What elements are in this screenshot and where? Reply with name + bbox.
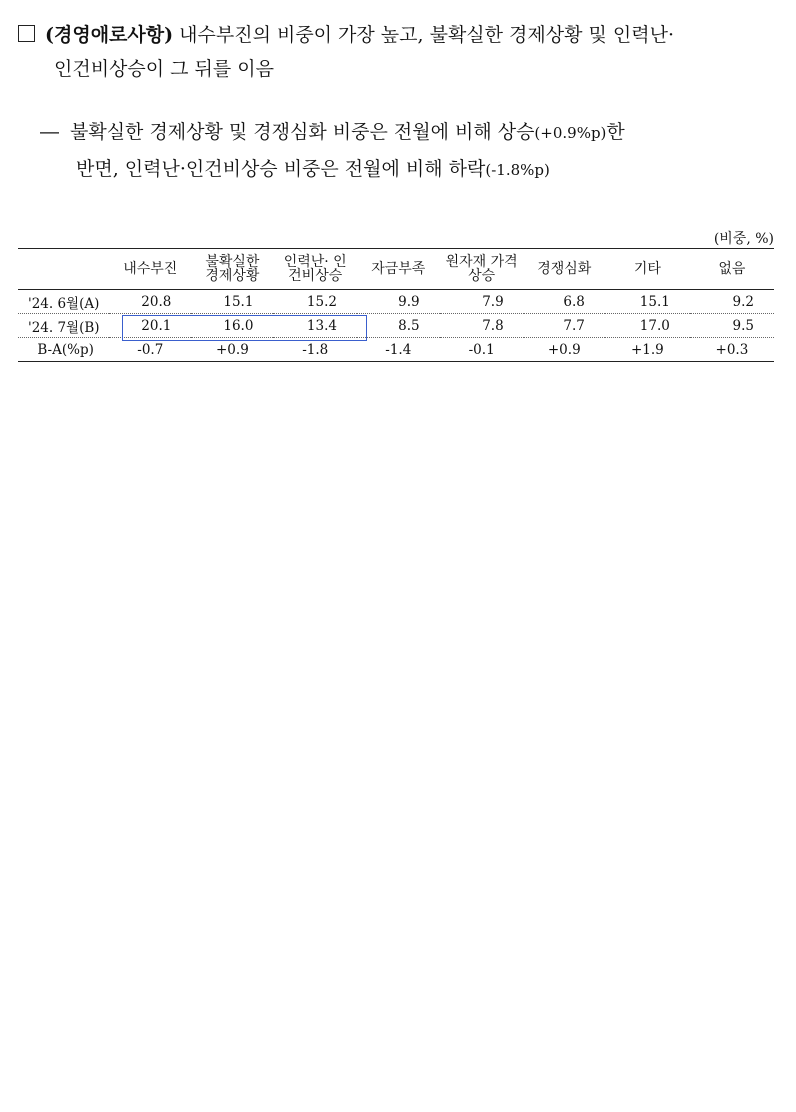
row-label: '24. 6월(A) [18,290,109,314]
table-cell: 15.2 [273,290,357,314]
table-cell: 7.8 [440,314,524,338]
header-cell [18,249,109,290]
table-header-row [18,249,774,290]
row-label: '24. 7월(B) [18,314,109,338]
table-cell: +0.9 [524,338,605,362]
table-row [18,338,774,362]
table-cell: -1.8 [273,338,357,362]
table-cell: 20.8 [109,290,191,314]
detail-text-1c: 한 [606,121,625,143]
summary-text-2: 인건비상승이 그 뒤를 이음 [54,58,275,80]
dash-bullet: ― [40,121,59,143]
table-cell: 15.1 [605,290,690,314]
table-cell: 13.4 [273,314,357,338]
detail-line-2 [40,151,788,188]
header-cell: 불확실한 경제상황 [191,249,273,290]
header-cell: 없음 [690,249,774,290]
detail-paragraph [40,114,788,188]
table-cell: +0.3 [690,338,774,362]
table-cell: +1.9 [605,338,690,362]
table-cell: 9.9 [357,290,440,314]
header-cell: 내수부진 [109,249,191,290]
table-cell: 6.8 [524,290,605,314]
detail-line-1 [40,114,788,151]
header-cell: 기타 [605,249,690,290]
header-cell: 자금부족 [357,249,440,290]
summary-text-1: 내수부진의 비중이 가장 높고, 불확실한 경제상황 및 인력난· [173,24,675,46]
table-cell: 9.2 [690,290,774,314]
table-cell: -0.1 [440,338,524,362]
table-row [18,290,774,314]
table-cell: 15.1 [191,290,273,314]
unit-label: (비중, %) [713,231,774,247]
header-cell: 경쟁심화 [524,249,605,290]
summary-paragraph [18,18,788,86]
summary-line-1 [18,18,788,52]
table-cell: 7.9 [440,290,524,314]
table-cell: 7.7 [524,314,605,338]
header-cell: 인력난· 인건비상승 [273,249,357,290]
table-cell: -1.4 [357,338,440,362]
detail-text-1b: (+0.9%p) [534,124,607,142]
table-cell: 8.5 [357,314,440,338]
summary-heading: (경영애로사항) [45,24,174,46]
table-cell: 9.5 [690,314,774,338]
checkbox-square-icon [18,25,35,42]
detail-text-2a: 반면, 인력난·인건비상승 비중은 전월에 비해 하락 [76,158,486,180]
detail-text-1a: 불확실한 경제상황 및 경쟁심화 비중은 전월에 비해 상승 [70,121,535,143]
table-cell: 16.0 [191,314,273,338]
row-label: B-A(%p) [18,338,109,362]
table-cell: 17.0 [605,314,690,338]
table-row [18,314,774,338]
table-cell: +0.9 [191,338,273,362]
detail-text-2b: (-1.8%p) [485,161,550,179]
header-cell: 원자재 가격상승 [440,249,524,290]
table-cell: 20.1 [109,314,191,338]
table-cell: -0.7 [109,338,191,362]
business-difficulties-table [18,248,774,362]
